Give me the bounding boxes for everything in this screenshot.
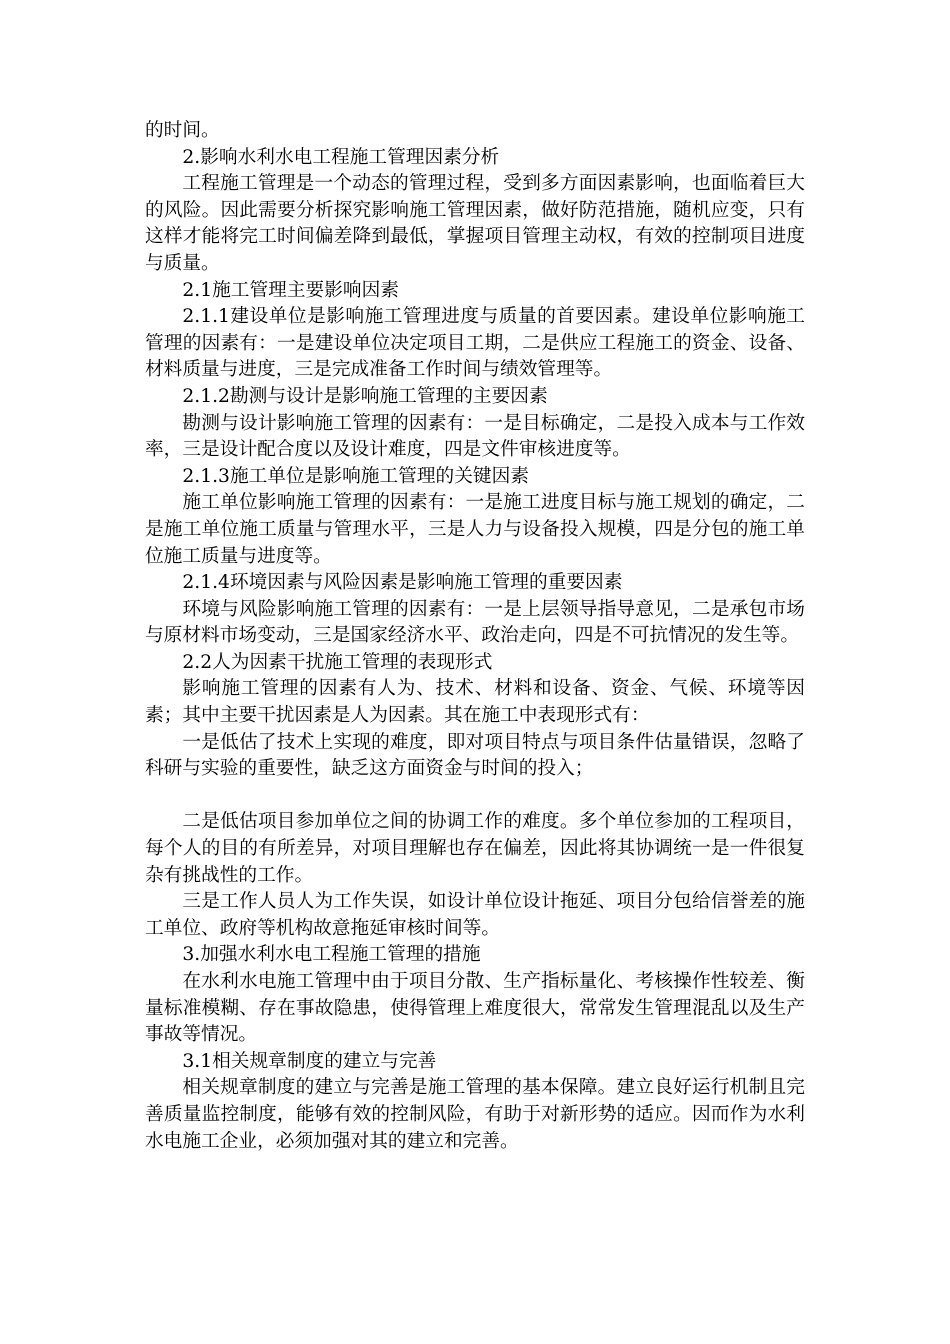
subsection-heading-2-1: 2.1施工管理主要影响因素: [182, 279, 399, 301]
section-heading-3: 3.加强水利水电工程施工管理的措施: [182, 944, 481, 966]
document-page: [145, 118, 805, 1155]
subsection-heading-2-1-3: 2.1.3施工单位是影响施工管理的关键因素: [182, 465, 529, 487]
body-paragraph: 勘测与设计影响施工管理的因素有：一是目标确定，二是投入成本与工作效率，三是设计配合度以及设计难度，四是文件审核进度等。: [145, 412, 805, 461]
body-paragraph: 环境与风险影响施工管理的因素有：一是上层领导指导意见，二是承包市场与原材料市场变动，三是国家经济水平、政治走向，四是不可抗情况的发生等。: [145, 598, 805, 647]
body-paragraph: 三是工作人员人为工作失误，如设计单位设计拖延、项目分包给信誉差的施工单位、政府等机构故意拖延审核时间等。: [145, 891, 805, 939]
section-heading-2: 2.影响水利水电工程施工管理因素分析: [182, 146, 500, 168]
subsection-heading-3-1: 3.1相关规章制度的建立与完善: [182, 1050, 437, 1072]
body-paragraph: 施工单位影响施工管理的因素有：一是施工进度目标与施工规划的确定，二是施工单位施工质量与管理水平，三是人力与设备投入规模，四是分包的施工单位施工质量与进度等。: [145, 492, 805, 567]
body-paragraph: 相关规章制度的建立与完善是施工管理的基本保障。建立良好运行机制且完善质量监控制度，能够有效的控制风险，有助于对新形势的适应。因而作为水利水电施工企业，必须加强对其的建立和完善。: [145, 1077, 805, 1152]
body-paragraph: 工程施工管理是一个动态的管理过程，受到多方面因素影响，也面临着巨大的风险。因此需要分析探究影响施工管理因素，做好防范措施，随机应变，只有这样才能将完工时间偏差降到最低，掌握项目管理主动权，有效的控制项目进度与质量。: [145, 173, 805, 274]
subsection-heading-2-2: 2.2人为因素干扰施工管理的表现形式: [182, 651, 493, 673]
body-paragraph: 影响施工管理的因素有人为、技术、材料和设备、资金、气候、环境等因素；其中主要干扰因素是人为因素。其在施工中表现形式有：: [145, 678, 805, 727]
body-paragraph: 2.1.1建设单位是影响施工管理进度与质量的首要因素。建设单位影响施工管理的因素有：一是建设单位决定项目工期，二是供应工程施工的资金、设备、材料质量与进度，三是完成准备工作时间与绩效管理等。: [145, 306, 805, 381]
subsection-heading-2-1-4: 2.1.4环境因素与风险因素是影响施工管理的重要因素: [182, 572, 623, 594]
body-paragraph: 在水利水电施工管理中由于项目分散、生产指标量化、考核操作性较差、衡量标准模糊、存在事故隐患，使得管理上难度很大，常常发生管理混乱以及生产事故等情况。: [145, 971, 805, 1046]
body-paragraph: 一是低估了技术上实现的难度，即对项目特点与项目条件估量错误，忽略了科研与实验的重要性，缺乏这方面资金与时间的投入；: [145, 731, 805, 780]
body-paragraph: 二是低估项目参加单位之间的协调工作的难度。多个单位参加的工程项目，每个人的目的有所差异，对项目理解也存在偏差，因此将其协调统一是一件很复杂有挑战性的工作。: [145, 811, 805, 886]
subsection-heading-2-1-2: 2.1.2勘测与设计是影响施工管理的主要因素: [182, 385, 548, 407]
blank-line: [145, 783, 805, 810]
paragraph-continuation: 的时间。: [145, 120, 220, 141]
